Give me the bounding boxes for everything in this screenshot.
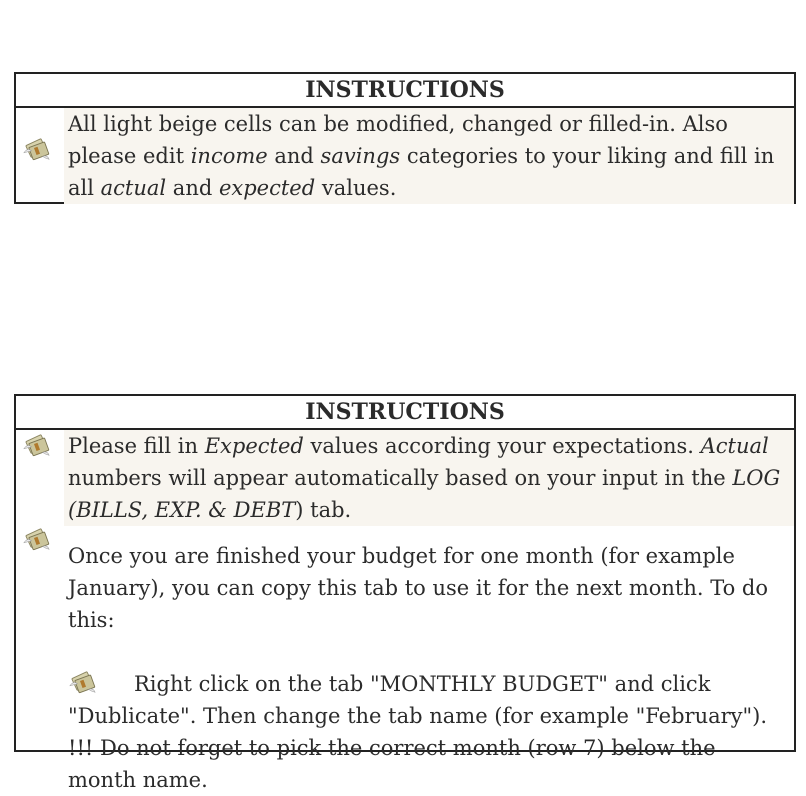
icon-cell [16, 108, 64, 204]
money-with-wings-icon [68, 669, 98, 695]
instruction-row [16, 108, 794, 204]
money-with-wings-icon [22, 136, 52, 162]
icon-cell [16, 526, 64, 796]
instruction-text[interactable]: All light beige cells can be modified, changed or filled-in. Also please edit income and savings categories to your liking and fill in all actual and expected values. [64, 108, 794, 204]
money-with-wings-icon [22, 526, 52, 552]
duplicate-instruction-paragraph: Right click on the tab "MONTHLY BUDGET" and click "Dublicate". Then change the tab name (for example "February"). !!! Do not forget to pick the correct month (row 7) below the month name. [68, 668, 786, 796]
instructions-header: INSTRUCTIONS [16, 396, 794, 430]
copy-instruction-paragraph: Once you are finished your budget for one month (for example January), you can copy this tab to use it for the next month. To do this: [68, 544, 769, 632]
instruction-row [16, 430, 794, 526]
instructions-box-2 [14, 394, 796, 792]
icon-cell [16, 430, 64, 526]
copy-instruction-text [64, 526, 794, 796]
instructions-header: INSTRUCTIONS [16, 74, 794, 108]
money-with-wings-icon [22, 432, 52, 458]
spacer [68, 636, 786, 668]
expected-instruction-text[interactable]: Please fill in Expected values according your expectations. Actual numbers will appear automatically based on your input in the LOG (BILLS, EXP. & DEBT) tab. [64, 430, 794, 526]
instruction-row [16, 526, 794, 796]
instructions-box-1 [14, 72, 796, 204]
